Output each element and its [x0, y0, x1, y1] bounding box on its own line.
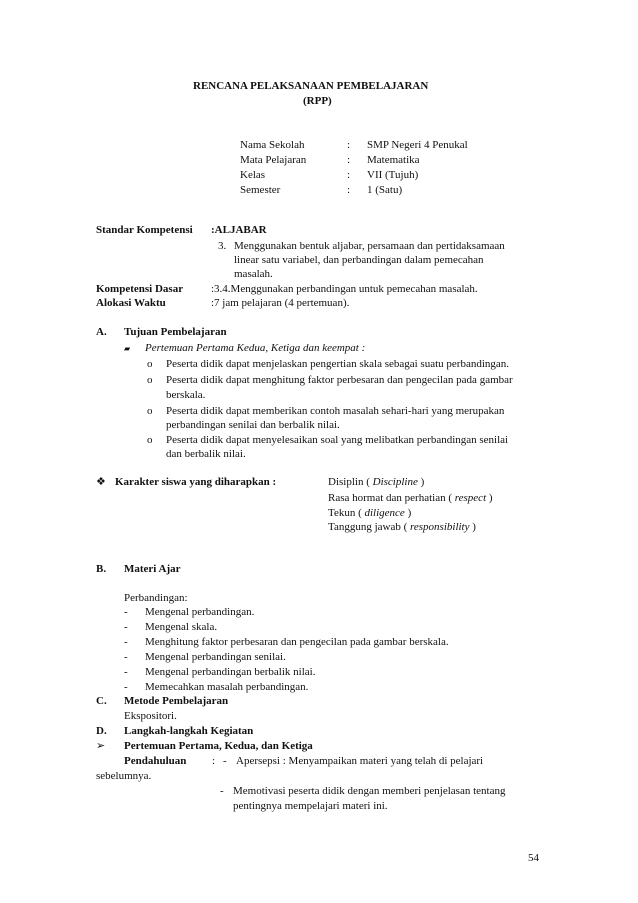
materi-item: Menghitung faktor perbesaran dan pengecilan pada gambar berskala.: [145, 636, 449, 648]
trait-english: responsibility: [410, 521, 470, 533]
trait-close: ): [486, 492, 493, 504]
page-number: 54: [528, 852, 539, 864]
dash-bullet: -: [124, 666, 128, 678]
karakter-trait: [328, 507, 411, 520]
standar-item-number: 3.: [218, 240, 227, 252]
trait-english: respect: [454, 492, 487, 504]
materi-item: Mengenal perbandingan senilai.: [145, 651, 286, 663]
materi-item: Mengenal skala.: [145, 621, 218, 633]
section-d-letter: D.: [96, 725, 107, 737]
identity-sep: :: [347, 184, 351, 196]
identity-label: Kelas: [240, 169, 266, 181]
dash-bullet: -: [124, 636, 128, 648]
square-bullet-icon: ▰: [124, 344, 131, 353]
trait-text: Rasa hormat dan perhatian (: [328, 492, 455, 504]
trait-english: diligence: [364, 507, 405, 519]
trait-text: Disiplin (: [328, 476, 373, 488]
identity-value: 1 (Satu): [367, 184, 403, 196]
karakter-trait: [328, 492, 493, 505]
identity-value: VII (Tujuh): [367, 169, 419, 181]
section-b-letter: B.: [96, 563, 107, 575]
trait-text: Tekun (: [328, 507, 365, 519]
standar-value: :ALJABAR: [211, 224, 267, 236]
dash-bullet: -: [223, 755, 227, 767]
section-a-subhead: Pertemuan Pertama Kedua, Ketiga dan keempat :: [145, 342, 366, 354]
section-c-body: Ekspositori.: [124, 710, 177, 722]
doc-title: RENCANA PELAKSANAAN PEMBELAJARAN: [193, 80, 429, 92]
dash-bullet: -: [124, 621, 128, 633]
circle-bullet-icon: o: [147, 374, 153, 386]
section-d-title: Langkah-langkah Kegiatan: [124, 725, 254, 737]
objective-line: Peserta didik dapat menyelesaikan soal yang melibatkan perbandingan senilai: [166, 434, 509, 446]
objective-line: dan berbalik nilai.: [166, 448, 246, 460]
materi-item: Mengenal perbandingan berbalik nilai.: [145, 666, 316, 678]
doc-subtitle: (RPP): [303, 95, 332, 107]
objective-line: perbandingan senilai dan berbalik nilai.: [166, 419, 340, 431]
pendahuluan-sep: :: [212, 755, 216, 767]
karakter-trait: [328, 521, 476, 534]
kompetensi-label: Kompetensi Dasar: [96, 283, 184, 295]
diamond-bullet-icon: ❖: [96, 476, 106, 488]
identity-sep: :: [347, 139, 351, 151]
arrow-bullet-icon: ➢: [96, 740, 106, 752]
trait-close: ): [417, 476, 425, 488]
karakter-trait: [328, 476, 424, 489]
identity-label: Semester: [240, 184, 281, 196]
section-a-title: Tujuan Pembelajaran: [124, 326, 227, 338]
step-text: Apersepsi : Menyampaikan materi yang telah di pelajari: [236, 755, 484, 767]
materi-item: Memecahkan masalah perbandingan.: [145, 681, 309, 693]
trait-text: Tanggung jawab (: [328, 521, 411, 533]
dash-bullet: -: [220, 785, 224, 797]
section-b-title: Materi Ajar: [124, 563, 181, 575]
standar-label: Standar Kompetensi: [96, 224, 193, 236]
karakter-label: Karakter siswa yang diharapkan :: [115, 476, 277, 488]
dash-bullet: -: [124, 606, 128, 618]
circle-bullet-icon: o: [147, 405, 153, 417]
section-c-title: Metode Pembelajaran: [124, 695, 229, 707]
circle-bullet-icon: o: [147, 358, 153, 370]
section-a-letter: A.: [96, 326, 107, 338]
standar-item-line: linear satu variabel, dan perbandingan dalam pemecahan: [234, 254, 484, 266]
dash-bullet: -: [124, 651, 128, 663]
objective-line: berskala.: [166, 389, 206, 401]
trait-close: ): [404, 507, 412, 519]
alokasi-label: Alokasi Waktu: [96, 297, 166, 309]
objective-line: Peserta didik dapat memberikan contoh masalah sehari-hari yang merupakan: [166, 405, 505, 417]
kompetensi-value: :3.4.Menggunakan perbandingan untuk pemecahan masalah.: [211, 283, 478, 295]
identity-sep: :: [347, 154, 351, 166]
objective-line: Peserta didik dapat menjelaskan pengertian skala sebagai suatu perbandingan.: [166, 358, 510, 370]
dash-bullet: -: [124, 681, 128, 693]
identity-sep: :: [347, 169, 351, 181]
objective-line: Peserta didik dapat menghitung faktor perbesaran dan pengecilan pada gambar: [166, 374, 513, 386]
trait-close: ): [469, 521, 476, 533]
identity-label: Nama Sekolah: [240, 139, 305, 151]
alokasi-value: :7 jam pelajaran (4 pertemuan).: [211, 297, 350, 309]
standar-item-line: masalah.: [234, 268, 273, 280]
step-text: Memotivasi peserta didik dengan memberi penjelasan tentang: [233, 785, 506, 797]
meeting-heading: Pertemuan Pertama, Kedua, dan Ketiga: [124, 740, 313, 752]
standar-item-line: Menggunakan bentuk aljabar, persamaan dan pertidaksamaan: [234, 240, 505, 252]
trait-english: Discipline: [372, 476, 418, 488]
section-c-letter: C.: [96, 695, 107, 707]
materi-item: Mengenal perbandingan.: [145, 606, 255, 618]
step-text-cont: sebelumnya.: [96, 770, 152, 782]
identity-label: Mata Pelajaran: [240, 154, 307, 166]
identity-value: Matematika: [367, 154, 420, 166]
circle-bullet-icon: o: [147, 434, 153, 446]
section-b-intro: Perbandingan:: [124, 592, 188, 604]
pendahuluan-label: Pendahuluan: [124, 755, 187, 767]
step-text: pentingnya mempelajari materi ini.: [233, 800, 388, 812]
identity-value: SMP Negeri 4 Penukal: [367, 139, 468, 151]
